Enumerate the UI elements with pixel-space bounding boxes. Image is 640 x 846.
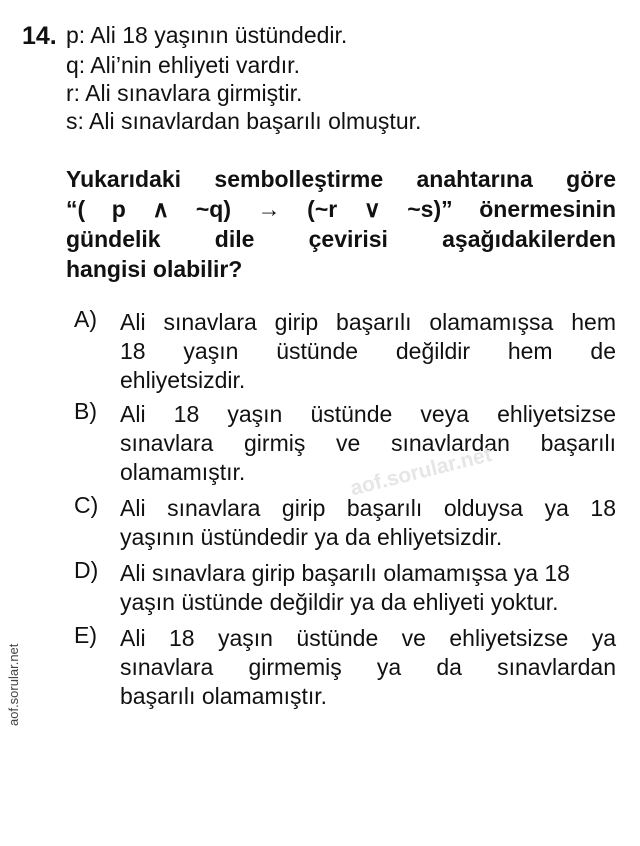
premise-s: s: Ali sınavlardan başarılı olmuştur.: [66, 108, 422, 134]
premise-p: p: Ali 18 yaşının üstündedir.: [66, 22, 348, 48]
option-a-letter[interactable]: A): [74, 306, 97, 332]
option-e-line-3[interactable]: başarılı olamamıştır.: [120, 683, 328, 709]
question-number: 14.: [22, 22, 57, 50]
option-c-letter[interactable]: C): [74, 492, 99, 518]
option-a-line-1[interactable]: Ali sınavlara girip başarılı olamamışsa hem: [120, 309, 616, 335]
option-c-line-1[interactable]: Ali sınavlara girip başarılı olduysa ya 18: [120, 495, 616, 521]
question-line-4: hangisi olabilir?: [66, 256, 243, 282]
option-b-line-3[interactable]: olamamıştır.: [120, 459, 246, 485]
option-e-line-1[interactable]: Ali 18 yaşın üstünde ve ehliyetsizse ya: [120, 625, 616, 651]
option-b-line-2[interactable]: sınavlara girmiş ve sınavlardan başarılı: [120, 430, 616, 456]
side-watermark: aof.sorular.net: [6, 643, 21, 726]
question-line-3: gündelik dile çevirisi aşağıdakilerden: [66, 226, 616, 252]
option-a-line-2[interactable]: 18 yaşın üstünde değildir hem de: [120, 338, 616, 364]
option-c-line-2[interactable]: yaşının üstündedir ya da ehliyetsizdir.: [120, 524, 503, 550]
premise-q: q: Ali’nin ehliyeti vardır.: [66, 52, 300, 78]
option-e-letter[interactable]: E): [74, 622, 97, 648]
option-d-letter[interactable]: D): [74, 557, 99, 583]
option-b-line-1[interactable]: Ali 18 yaşın üstünde veya ehliyetsizse: [120, 401, 616, 427]
option-d-line-2[interactable]: yaşın üstünde değildir ya da ehliyeti yoktur.: [120, 589, 559, 615]
question-line-1: Yukarıdaki sembolleştirme anahtarına göre: [66, 166, 616, 192]
option-e-line-2[interactable]: sınavlara girmemiş ya da sınavlardan: [120, 654, 616, 680]
option-b-letter[interactable]: B): [74, 398, 97, 424]
premise-r: r: Ali sınavlara girmiştir.: [66, 80, 303, 106]
option-d-line-1[interactable]: Ali sınavlara girip başarılı olamamışsa ya 18: [120, 560, 570, 586]
watermark: aof.sorular.net: [348, 442, 494, 501]
side-watermark-wrap: [6, 643, 26, 846]
question-line-2: “( p ∧ ~q) → (~r ∨ ~s)” önermesinin: [66, 196, 616, 222]
option-a-line-3[interactable]: ehliyetsizdir.: [120, 367, 246, 393]
